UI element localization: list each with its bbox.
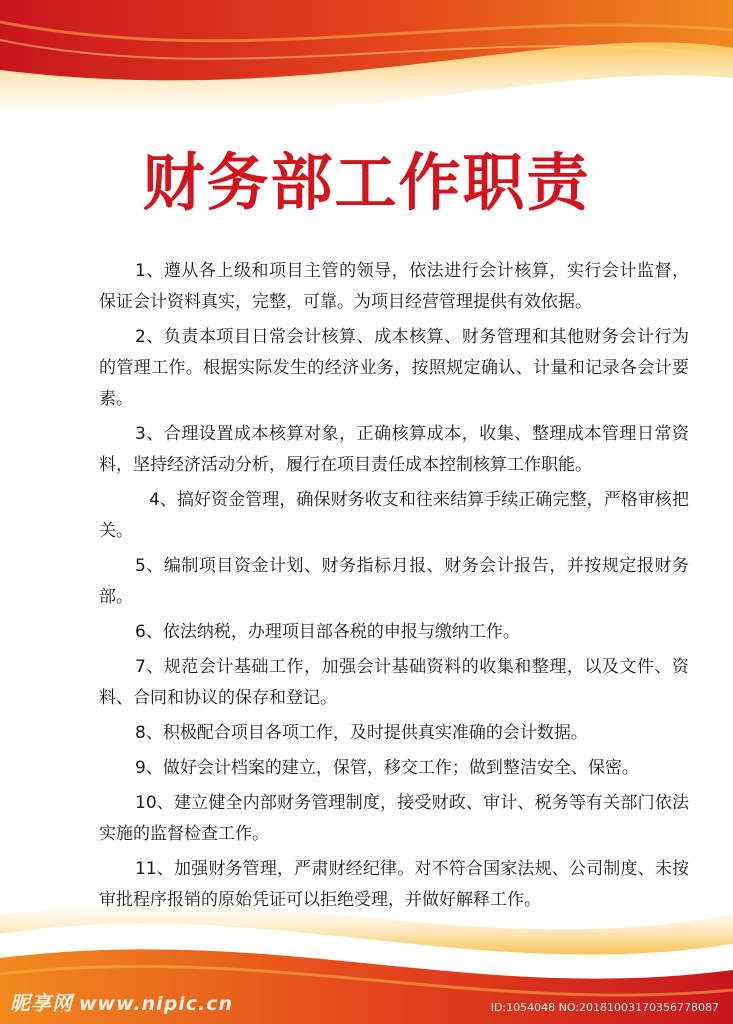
watermark-url: www.nipic.cn: [79, 993, 234, 1015]
duty-item-6: 6、依法纳税，办理项目部各税的申报与缴纳工作。: [135, 622, 520, 642]
duty-item-11: 11、加强财务管理，严肃财经纪律。对不符合国家法规、公司制度、未按审批程序报销的原始凭证可以拒绝受理，并做好解释工作。: [99, 859, 689, 910]
duty-item-2: 2、负责本项目日常会计核算、成本核算、财务管理和其他财务会计行为的管理工作。根据实际发生的经济业务，按照规定确认、计量和记录各会计要素。: [99, 327, 689, 409]
duty-item-10: 10、建立健全内部财务管理制度，接受财政、审计、税务等有关部门依法实施的监督检查工作。: [99, 793, 689, 844]
duties-list: [99, 256, 689, 920]
page-title: 财务部工作职责: [142, 146, 591, 219]
watermark-logo-text: 昵享网: [10, 991, 73, 1015]
duty-item-4: 4、搞好资金管理，确保财务收支和往来结算手续正确完整，严格审核把关。: [99, 490, 689, 541]
top-decorative-band: [0, 0, 733, 150]
duty-item-5: 5、编制项目资金计划、财务指标月报、财务会计报告，并按规定报财务部。: [99, 556, 689, 607]
watermark-logo: [10, 987, 233, 1016]
watermark-id: ID:1054048 NO:20181003170356778087: [490, 1001, 719, 1014]
duty-item-8: 8、积极配合项目各项工作，及时提供真实准确的会计数据。: [135, 723, 588, 743]
duty-item-1: 1、遵从各上级和项目主管的领导，依法进行会计核算，实行会计监督，保证会计资料真实，完整，可靠。为项目经营管理提供有效依据。: [99, 261, 689, 312]
duty-item-7: 7、规范会计基础工作，加强会计基础资料的收集和整理，以及文件、资料、合同和协议的保存和登记。: [99, 657, 689, 708]
duty-item-9: 9、做好会计档案的建立，保管，移交工作；做到整洁安全、保密。: [135, 758, 639, 778]
duty-item-3: 3、合理设置成本核算对象，正确核算成本，收集、整理成本管理日常资料，坚持经济活动分析，履行在项目责任成本控制核算工作职能。: [99, 424, 689, 475]
